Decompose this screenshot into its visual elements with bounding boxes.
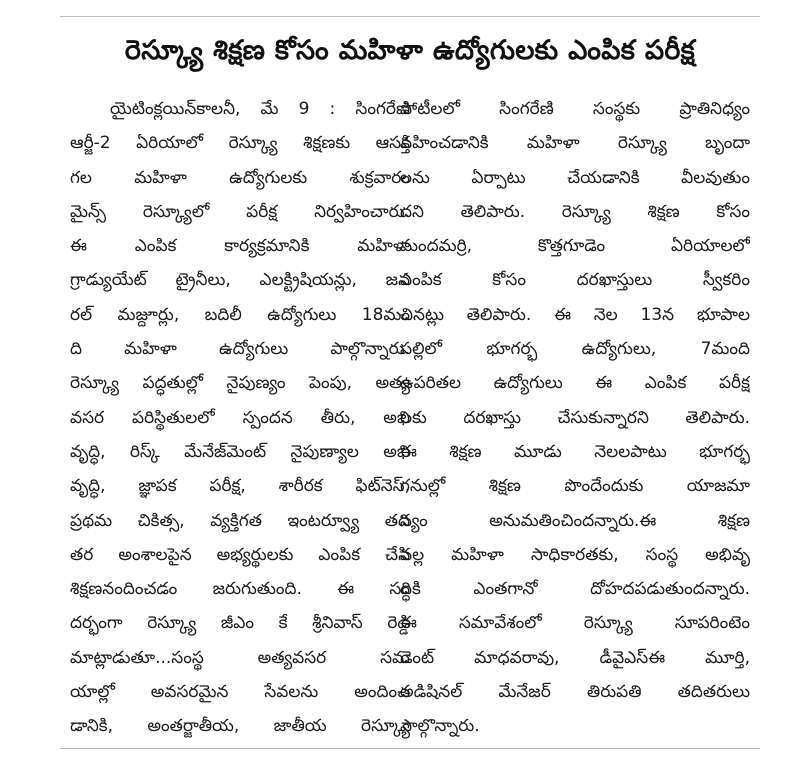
article-text-line: చినట్లు తెలిపారు. ఈ నెల 13న భూపాల <box>400 304 750 325</box>
article-text-line: న్యం అనుమతించిందన్నారు.ఈ శిక్షణ <box>400 510 750 531</box>
top-rule <box>60 16 760 17</box>
article-text-line: ప్రథమ చికిత్స, వ్యక్తిగత ఇంటర్వ్యూ తది <box>70 510 410 531</box>
article-text-line: తర అంశాలపైన అభ్యర్థులకు ఎంపిక చేసి <box>70 544 410 565</box>
article-text-line: లను ఏర్పాటు చేయడానికి వీలవుతుం <box>400 167 750 188</box>
article-text-line: వహించడానికి మహిళా రెస్క్యూ బృందా <box>400 133 750 154</box>
article-text-line: దర్భంగా రెస్క్యూ జీఎం కే శ్రీనివాస్ రెడ్డి <box>70 613 410 634</box>
article-text-line: వల్ల మహిళా సాధికారతకు, సంస్థ అభివృ <box>400 544 750 565</box>
article-text-line: పోటీలలో సింగరేణి సంస్థకు ప్రాతినిధ్యం <box>400 99 750 119</box>
article-text-line: ది మహిళా ఉద్యోగులు పాల్గొన్నారు. <box>70 339 410 360</box>
article-text-line: దని తెలిపారు. రెస్క్యూ శిక్షణ కోసం <box>400 201 750 222</box>
article-text-line: గ్రాడ్యుయేట్ ట్రైనీలు, ఎలక్ట్రిషియన్లు, జన <box>70 270 410 291</box>
article-text-line: ఎంపిక కోసం దరఖాస్తులు స్వీకరిం <box>400 270 750 291</box>
article-text-line: పాల్గొన్నారు. <box>400 716 480 737</box>
article-text-line: అడిషినల్ మేనేజర్ తిరుపతి తదితరులు <box>400 682 750 703</box>
article-text-line: ఈ సమావేశంలో రెస్క్యూ సూపరింటెం <box>400 613 750 634</box>
article-text-line: పల్లిలో భూగర్భ ఉద్యోగులు, 7మంది <box>400 339 750 360</box>
article-text-line: గనుల్లో శిక్షణ పొందేందుకు యాజమా <box>400 476 750 497</box>
article-text-line: మాట్లాడుతూ...సంస్థ అత్యవసర సమ <box>70 647 410 668</box>
article-right-column <box>400 92 750 744</box>
article-text-line: శిక్షణనందించడం జరుగుతుంది. ఈ సం <box>70 579 410 600</box>
article-left-column <box>70 92 410 744</box>
article-text-line: ఈ శిక్షణ మూడు నెలలపాటు భూగర్భ <box>400 441 750 462</box>
article-text-line: ద్ధికి ఎంతగానో దోహదపడుతుందన్నారు. <box>400 579 750 600</box>
article-text-line: డానికి, అంతర్జాతీయ, జాతీయ రెస్క్యూ <box>70 716 410 737</box>
article-text-line: లకు దరఖాస్తు చేసుకున్నారని తెలిపారు. <box>400 407 750 428</box>
article-text-line: గల మహిళా ఉద్యోగులకు శుక్రవారం <box>70 167 410 188</box>
article-text-line: వృద్ధి, జ్ఞాపక పరీక్ష, శారీరక ఫిట్‌నెస్, <box>70 476 410 497</box>
article-text-line: వృద్ధి, రిస్క్ మేనేజ్‌మెంట్ నైపుణ్యాల అభి <box>70 441 410 462</box>
article-text-line: మందమర్రి, కొత్తగూడెం ఏరియాలలో <box>400 236 750 257</box>
article-text-line: రెస్క్యూ పద్ధతుల్లో నైపుణ్యం పెంపు, అత్య <box>70 373 410 394</box>
article-text-line: యైటింక్లయిన్‌కాలనీ, మే 9 : సింగరేణి <box>110 99 410 119</box>
article-text-line: వసర పరిస్థితులలో స్పందన తీరు, అభి <box>70 407 410 428</box>
article-text-line: డెంట్ మాధవరావు, డీవైఎస్ఈ మూర్తి, <box>400 647 750 668</box>
article-text-line: ఈ ఎంపిక కార్యక్రమానికి మహిళా <box>70 236 410 257</box>
article-text-line: రల్ మజ్దూర్లు, బదిలీ ఉద్యోగులు 18మం <box>70 304 410 325</box>
article-text-line: ఉపరితల ఉద్యోగులు ఈ ఎంపిక పరీక్ష <box>400 373 750 394</box>
article-headline: రెస్క్యూ శిక్షణ కోసం మహిళా ఉద్యోగులకు ఎంపిక పరీక్ష <box>124 35 696 66</box>
article-text-line: ఆర్జీ-2 ఏరియాలో రెస్క్యూ శిక్షణకు ఆసక్తి <box>70 133 410 154</box>
article-text-line: యాల్లో అవసరమైన సేవలను అందించ <box>70 682 410 703</box>
article-text-line: మైన్స్ రెస్క్యూలో పరీక్ష నిర్వహించారు. <box>70 201 410 222</box>
bottom-rule <box>60 748 760 749</box>
